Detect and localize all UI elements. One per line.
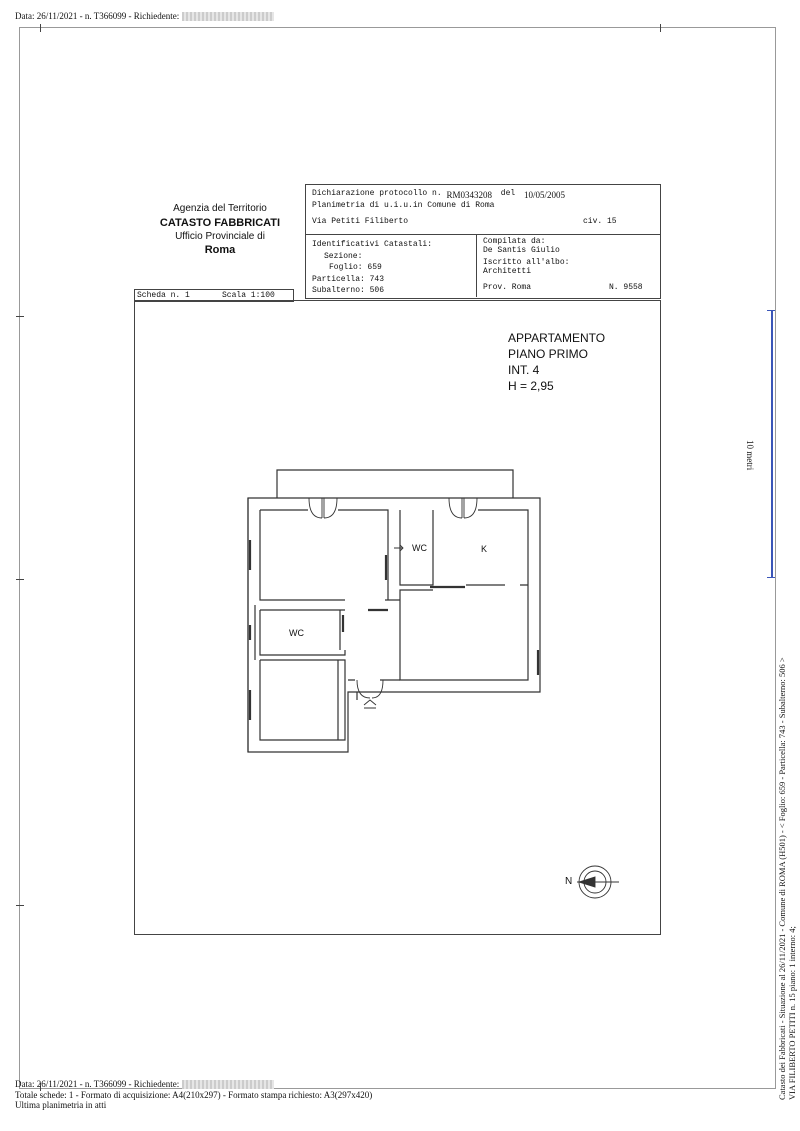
wc-arrow <box>394 545 403 551</box>
ufficio-city: Roma <box>204 244 236 256</box>
prov-label: Prov. Roma <box>483 283 532 292</box>
protocol-date: 10/05/2005 <box>523 190 565 200</box>
scale-bar <box>771 310 773 578</box>
frame-mark-left-top <box>40 24 41 32</box>
door-entry <box>357 680 383 698</box>
compiler-name: De Santis Giulio <box>483 245 560 255</box>
particella: Particella: 743 <box>312 274 385 284</box>
sezione: Sezione: <box>324 251 363 261</box>
compiler-block <box>483 238 569 276</box>
plan-title <box>508 330 605 394</box>
plan-height: H = 2,95 <box>508 379 554 393</box>
footer-redacted-requester <box>182 1080 274 1089</box>
side-note <box>777 657 797 1100</box>
scale-bar-tick-bottom <box>767 577 775 578</box>
civic-number: civ. 15 <box>583 217 617 226</box>
frame-mark-right-top <box>660 24 661 32</box>
scale-bar-tick-top <box>767 310 775 311</box>
balcony-outline <box>277 470 513 498</box>
footer-date-text: Data: 26/11/2021 - n. T366099 - Richiedente: <box>15 1079 180 1089</box>
catasto-title: CATASTO FABBRICATI <box>159 217 281 229</box>
iscritto-label: Iscritto all'albo: <box>483 258 570 267</box>
side-note-line1: Catasto dei Fabbricati - Situazione al 26/11/2021 - Comune di ROMA (H501) - < Foglio: 659 - Particella: 743 - Subalterno: 506 > <box>777 657 787 1100</box>
room-label-wc2: WC <box>289 628 304 638</box>
frame-mark-bottom <box>16 905 24 906</box>
scheda-number: Scheda n. 1 <box>137 291 190 300</box>
frame-mark-mid <box>16 579 24 580</box>
room-label-k: K <box>481 544 488 554</box>
foglio: Foglio: 659 <box>329 263 382 272</box>
scale-bar-label: 10 metri <box>745 440 755 471</box>
floor-plan <box>240 465 550 760</box>
planimetria-line: Planimetria di u.i.u.in Comune di Roma <box>312 201 495 210</box>
side-note-line2: VIA FILIBERTO PETITI n. 15 piano: 1 interno: 4; <box>787 926 797 1100</box>
address-line: Via Petiti Filiberto <box>312 217 409 226</box>
protocol-label: Dichiarazione protocollo n. <box>312 189 442 198</box>
north-label: N <box>565 876 573 887</box>
door-top-left <box>309 498 337 518</box>
compiler-number: N. 9558 <box>609 283 643 292</box>
header-date-text: Data: 26/11/2021 - n. T366099 - Richiedente: <box>15 11 180 21</box>
stair-symbol <box>364 700 376 708</box>
room-label-wc1: WC <box>412 543 427 553</box>
albo: Architetti <box>483 266 532 276</box>
plan-interior: INT. 4 <box>508 363 540 377</box>
entry <box>348 680 400 700</box>
outer-wall <box>248 498 540 752</box>
door-top-right <box>449 498 477 518</box>
declaration-divider <box>305 234 660 235</box>
identifiers-title: Identificativi Catastali: <box>312 240 433 249</box>
north-arrow-icon <box>575 864 621 900</box>
del-label: del <box>500 189 516 198</box>
plan-floor: PIANO PRIMO <box>508 347 589 361</box>
footer-line3: Ultima planimetria in atti <box>15 1100 107 1110</box>
agency-name: Agenzia del Territorio <box>173 203 267 214</box>
header-date-line <box>15 11 274 21</box>
scale-label: Scala 1:100 <box>222 291 275 300</box>
identifiers-divider <box>476 234 477 297</box>
footer-line2: Totale schede: 1 - Formato di acquisizione: A4(210x297) - Formato stampa richiesto: A3(297x420) <box>15 1089 373 1100</box>
left-rooms <box>260 510 400 740</box>
protocol-number: RM0343208 <box>446 190 492 200</box>
redacted-requester <box>182 12 274 21</box>
protocol-line <box>312 187 565 198</box>
frame-mark-top <box>16 316 24 317</box>
compilata-label: Compilata da: <box>483 237 546 246</box>
footer-line1 <box>15 1079 372 1090</box>
footer <box>15 1079 372 1111</box>
plan-type: APPARTAMENTO <box>508 331 606 345</box>
identifiers-block <box>312 239 432 297</box>
agency-block <box>130 203 310 256</box>
subalterno: Subalterno: 506 <box>312 286 385 295</box>
ufficio-label: Ufficio Provinciale di <box>175 231 265 242</box>
